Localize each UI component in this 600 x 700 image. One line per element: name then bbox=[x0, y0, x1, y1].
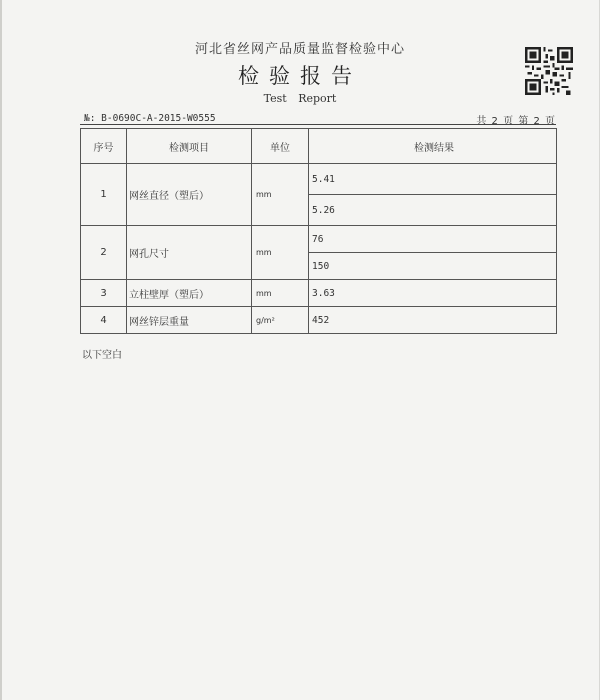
row-unit: mm bbox=[252, 164, 309, 226]
blank-below-note: 以下空白 bbox=[82, 350, 122, 361]
row-unit: mm bbox=[252, 280, 309, 307]
table-row bbox=[81, 226, 557, 253]
row-seq: 3 bbox=[81, 280, 127, 307]
row-item: 网孔尺寸 bbox=[127, 226, 252, 280]
report-title: 检验报告 bbox=[238, 64, 362, 88]
row-seq: 4 bbox=[81, 307, 127, 334]
row-result: 3.63 bbox=[309, 280, 557, 307]
row-result: 452 bbox=[309, 307, 557, 334]
row-seq: 1 bbox=[81, 164, 127, 226]
column-header-result: 检测结果 bbox=[309, 129, 557, 164]
row-item: 立柱壁厚（塑后） bbox=[127, 280, 252, 307]
report-title-english: Test Report bbox=[263, 92, 337, 105]
header-divider bbox=[80, 124, 556, 125]
row-result: 150 bbox=[309, 253, 557, 280]
report-number: №: B-0690C-A-2015-W0555 bbox=[84, 113, 216, 124]
row-item: 网丝直径（塑后） bbox=[127, 164, 252, 226]
table-row bbox=[81, 164, 557, 195]
results-table bbox=[80, 128, 557, 334]
page-count: 共 2 页 第 2 页 bbox=[476, 116, 556, 127]
column-header-unit: 单位 bbox=[252, 129, 309, 164]
row-result: 5.26 bbox=[309, 195, 557, 226]
table-row bbox=[81, 307, 557, 334]
qr-code-icon bbox=[525, 47, 573, 95]
table-row bbox=[81, 280, 557, 307]
row-result: 5.41 bbox=[309, 164, 557, 195]
row-unit: mm bbox=[252, 226, 309, 280]
row-result: 76 bbox=[309, 226, 557, 253]
row-seq: 2 bbox=[81, 226, 127, 280]
column-header-item: 检测项目 bbox=[127, 129, 252, 164]
row-unit: g/m² bbox=[252, 307, 309, 334]
organization-name: 河北省丝网产品质量监督检验中心 bbox=[194, 42, 405, 57]
table-header-row bbox=[81, 129, 557, 164]
column-header-seq: 序号 bbox=[81, 129, 127, 164]
row-item: 网丝锌层重量 bbox=[127, 307, 252, 334]
